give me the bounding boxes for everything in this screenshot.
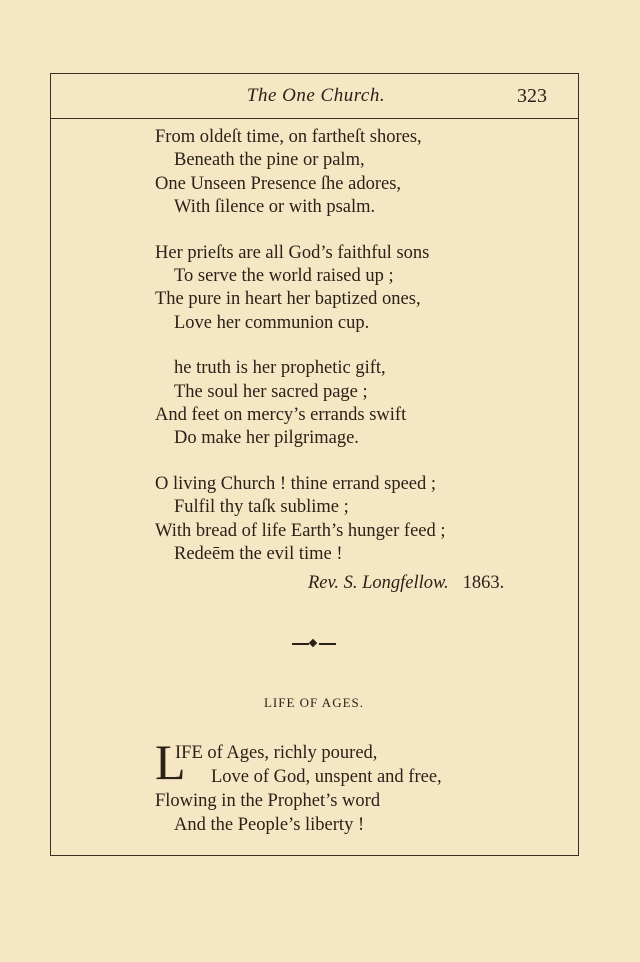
verse-line: he truth is her prophetic gift, [174,358,386,379]
verse-line: Redeēm the evil time ! [174,544,343,565]
verse-line: One Unseen Presence ſhe adores, [155,173,402,194]
running-title: The One Church. [246,85,386,106]
verse-line: And the People’s liberty ! [174,815,365,835]
diamond-icon [309,639,317,647]
verse-line: The soul her sacred page ; [174,381,368,402]
verse-line: The pure in heart her baptized ones, [155,289,421,310]
ornament-rule-right [319,643,336,645]
drop-cap: L [155,734,186,790]
poem-life-of-ages [155,734,575,837]
attribution-author: Rev. S. Longfellow. [308,573,449,593]
verse-line: Flowing in the Prophet’s word [155,791,381,811]
section-ornament [292,637,336,651]
verse-line: From oldeſt time, on fartheſt shores, [155,127,422,147]
poem-the-one-church [155,126,575,589]
verse-line: IFE of Ages, richly poured, [175,743,378,763]
stanza-4 [155,473,575,567]
stanza-2 [155,242,575,336]
verse-line: Her prieſts are all God’s faithful sons [155,242,430,263]
attribution [308,573,504,594]
verse-line: Love her communion cup. [174,312,370,333]
section-title: LIFE OF AGES. [263,695,365,710]
verse-line: Love of God, unspent and free, [211,767,442,787]
attribution-year: 1863. [462,573,505,593]
verse-line: Beneath the pine or palm, [174,150,365,171]
ornament-rule-left [292,643,309,645]
verse-line: With ſilence or with psalm. [174,197,376,218]
verse-line: Fulfil thy taſk sublime ; [174,497,349,518]
verse-line: O living Church ! thine errand speed ; [155,473,437,494]
stanza-1 [155,126,575,220]
verse-line: To serve the world raised up ; [174,266,394,287]
verse-line: And feet on mercy’s errands swift [155,405,407,426]
stanza-3 [155,357,575,451]
verse-line: Do make her pilgrimage. [174,428,359,449]
verse-line: With bread of life Earth’s hunger feed ; [155,520,446,541]
page-number: 323 [517,85,547,107]
